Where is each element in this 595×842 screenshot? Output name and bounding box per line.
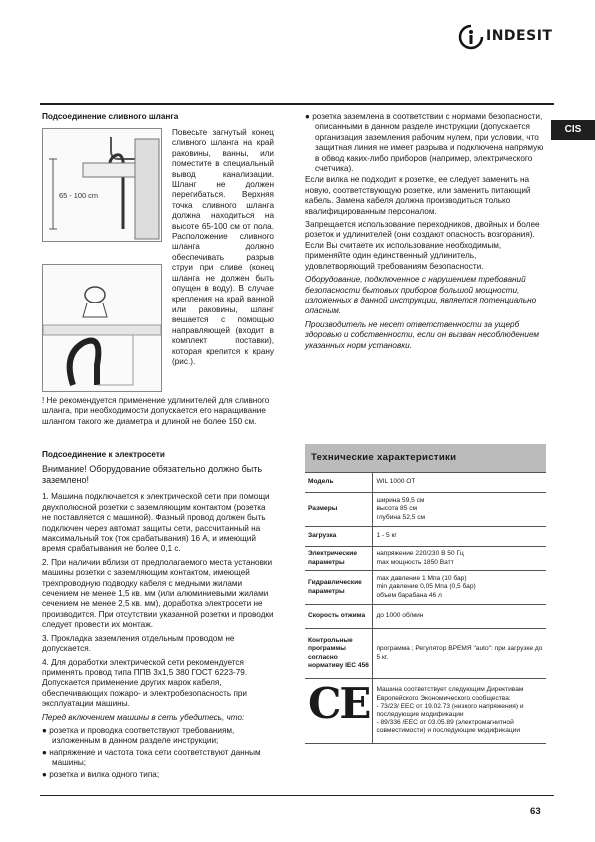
electrical-paragraph-1: 1. Машина подключается к электрической сети при помощи двухполюсной розетки с заземляющим контактом (розетка не поставляется с машиной). Фазный провод должен быть подключен через автомат защиты сети, рассчитанный на максимальный ток (ток срабатывания) 16 А, и имеющий время срабатывания не более 0,1 с. xyxy=(42,492,270,554)
ce-directives-text: Машина соответствует следующим Директивам Европейского Экономического сообщества: - 73/23/ EEC от 19.02.73 (низкого напряжения) и последующие модификации - 89/336 /EEC от 03.05.89 (электромагнитной совместимости) и последующие модификации xyxy=(373,679,546,744)
list-item: ● розетка и проводка соответствуют требованиям, изложенным в данном разделе инструкции; xyxy=(42,725,235,746)
list-item: ● розетка и вилка одного типа; xyxy=(42,769,160,779)
left-column xyxy=(42,112,274,779)
language-tab: CIS xyxy=(551,120,595,140)
table-row: Контрольные программы согласно нормативу IEC 456 программа ; Регулятор ВРЕМЯ "auto": при загрузке до 5 кг. xyxy=(305,629,546,679)
electrical-paragraph-3: 3. Прокладка заземления отдельным проводом не допускается. xyxy=(42,633,235,654)
electrical-section xyxy=(42,450,274,781)
electrical-paragraph-4: 4. Для доработки электрической сети рекомендуется применять провод типа ППВ 3х1,5 380 ГОСТ 6223-79. Допускается применение других марок кабеля, обеспечивающих пожаро- и электробезопасность при эксплуатации машины. xyxy=(42,657,248,709)
height-range-label: 65 - 100 cm xyxy=(59,191,99,200)
adapters-paragraph: Запрещается использование переходников, двойных и более розеток и удлинителей (они создают опасность возгорания). Если Вы считаете их использование необходимым, применяйте один единственный удлинитель, удовлетворяющий требованиям безопасности. xyxy=(305,220,540,271)
table-row: Загрузка 1 - 5 кг xyxy=(305,527,546,547)
hose-guide-illustration-icon xyxy=(43,265,161,391)
drain-heading: Подсоединение сливного шланга xyxy=(42,112,179,121)
right-column xyxy=(305,112,545,354)
list-item: ● напряжение и частота тока сети соответствуют данным машины; xyxy=(42,747,261,768)
indesit-logo xyxy=(458,24,580,52)
table-row xyxy=(305,679,546,744)
grounding-warning: Внимание! Оборудование обязательно должно быть заземлено! xyxy=(42,464,263,486)
table-row: Электрические параметры напряжение 220/230 В 50 Гц max мощность 1850 Ватт xyxy=(305,547,546,571)
sink-hose-illustration-icon xyxy=(43,129,161,241)
table-row: Скорость отжима до 1000 об/мин xyxy=(305,605,546,629)
ce-mark: CE xyxy=(308,679,370,729)
drain-instructions: Повесьте загнутый конец сливного шланга на край раковины, ванны, или поместите в специальный вывод канализации. Шланг не должен перегибаться. Верхняя точка сливного шланга должна находиться на высоте 65-100 см от пола. Расположение сливного шланга должно обеспечивать разрыв струи при сливе (конец шланга не должен быть опущен в воду). В случае крепления на край ванной или раковины, шланг вешается с помощью направляющей (входит в комплект поставки), которая крепится к крану (рис.). xyxy=(172,128,274,366)
electrical-heading: Подсоединение к электросети xyxy=(42,450,165,459)
table-row: Гидравлические параметры max давление 1 Мпа (10 бар) min давление 0,05 Мпа (0,5 бар) объем барабана 46 л xyxy=(305,571,546,605)
bottom-rule xyxy=(40,795,554,796)
drain-hose-figure-2 xyxy=(42,264,162,392)
logo-mark-icon xyxy=(458,24,484,50)
table-row: Размеры ширина 59,5 см высота 85 см глубина 52,5 см xyxy=(305,493,546,527)
electrical-paragraph-2: 2. При наличии вблизи от предполагаемого места установки машины розетки с заземляющим контактом, имеющей трехпроводную подводку кабеля с медными жилами сечением не менее 1,5 кв. мм (или алюминиевыми жилами сечением не менее 2,5 кв. мм), доработка электросети не производится. При отсутствии указанной розетки и проводки следует провести их монтаж. xyxy=(42,557,274,630)
list-item: ● розетка заземлена в соответствии с нормами безопасности, описанными в данном разделе инструкции (допускается организация заземления рабочим нулем, при условии, что защитная линия не имеет разрыва и подключена напрямую в обвод каких-либо приборов (например, электрического счетчика). xyxy=(305,112,544,174)
top-rule xyxy=(40,103,554,105)
table-row: Модель WIL 1000 OT xyxy=(305,473,546,493)
logo-text: INDESIT xyxy=(486,28,553,44)
plug-paragraph: Если вилка не подходит к розетке, ее следует заменить на новую, соответствующую розетке, или заменить питающий кабель. Замена кабеля должна производиться только квалифицированным персоналом. xyxy=(305,175,531,216)
drain-hose-figure-1 xyxy=(42,128,162,242)
safety-italic-2: Производитель не несет ответственности за ущерб здоровью и собственности, если он вызван несоблюдением указанных норм установки. xyxy=(305,319,540,350)
tech-specs-block xyxy=(305,444,546,744)
safety-italic-1: Оборудование, подключенное с нарушением требований безопасности бытовых приборов большой мощности, изложенных в данной инструкции, является потенциально опасным. xyxy=(305,275,537,316)
tech-specs-table xyxy=(305,472,546,744)
tech-specs-title: Технические характеристики xyxy=(305,444,546,472)
hose-extension-note: ! Не рекомендуется применение удлинителей для сливного шланга, при необходимости допускается его наращивание шлангом такого же диаметра и длиной не более 150 см. xyxy=(42,396,270,426)
page-number: 63 xyxy=(530,806,541,817)
before-connect-heading: Перед включением машины в сеть убедитесь, что: xyxy=(42,712,245,722)
